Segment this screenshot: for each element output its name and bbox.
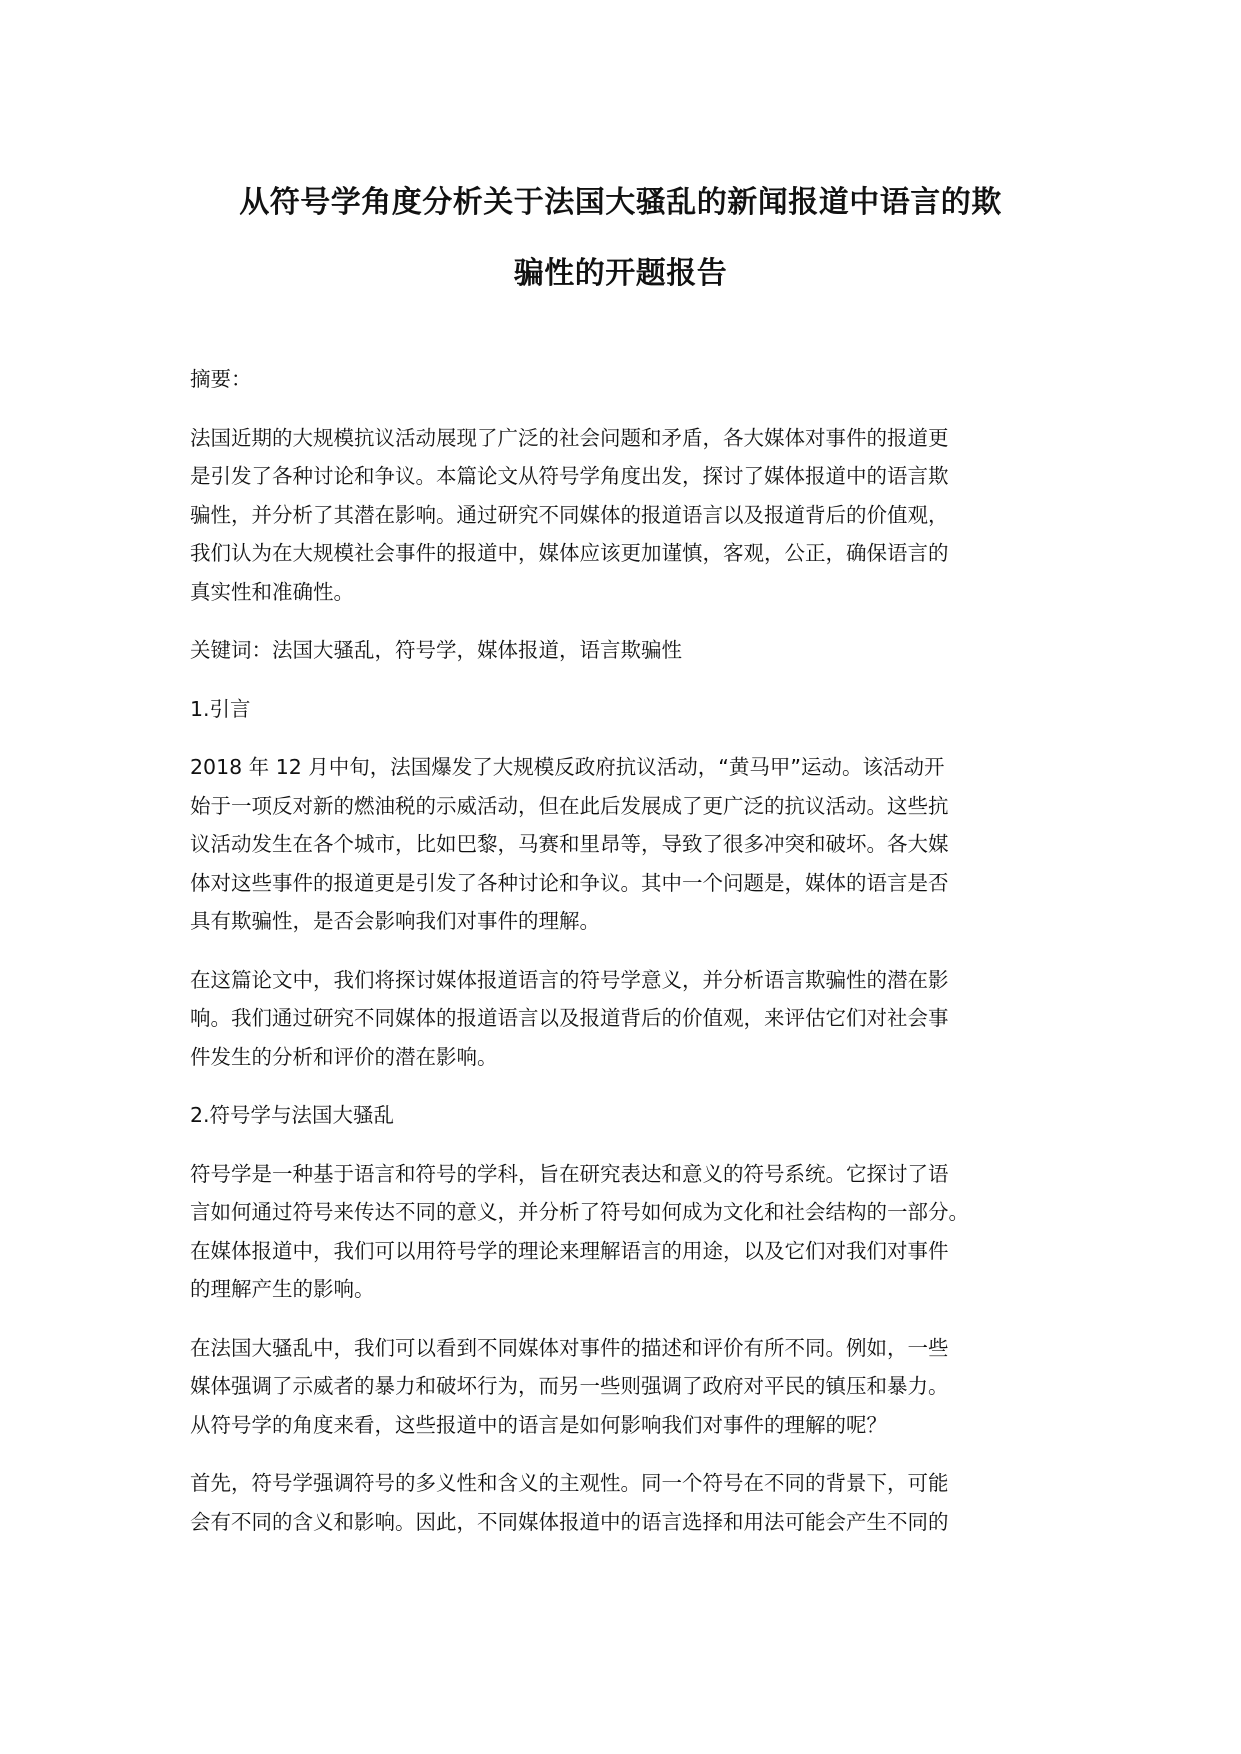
paragraph-line: 从符号学的角度来看，这些报道中的语言是如何影响我们对事件的理解的呢？ [190,1412,887,1437]
paragraph-line: 骗性，并分析了其潜在影响。通过研究不同媒体的报道语言以及报道背后的价值观， [190,502,949,527]
paragraph [190,419,1050,612]
paragraph-line: 响。我们通过研究不同媒体的报道语言以及报道背后的价值观，来评估它们对社会事 [190,1006,949,1030]
paragraph-line: 符号学是一种基于语言和符号的学科，旨在研究表达和意义的符号系统。它探讨了语 [190,1161,949,1186]
paragraph-line: 件发生的分析和评价的潜在影响。 [190,1044,498,1069]
document-body [190,360,1050,1561]
paragraph-line: 的理解产生的影响。 [190,1277,375,1301]
paragraph [190,631,1050,670]
paragraph-line: 首先，符号学强调符号的多义性和含义的主观性。同一个符号在不同的背景下，可能 [190,1471,949,1495]
paragraph-line: 议活动发生在各个城市，比如巴黎，马赛和里昂等，导致了很多冲突和破坏。各大媒 [190,832,949,856]
paragraph-line: 会有不同的含义和影响。因此，不同媒体报道中的语言选择和用法可能会产生不同的 [190,1509,949,1534]
paragraph-line: 言如何通过符号来传达不同的意义，并分析了符号如何成为文化和社会结构的一部分。 [190,1200,969,1224]
paragraph-line: 2018 年 12 月中旬，法国爆发了大规模反政府抗议活动，“黄马甲”运动。该活动开 [190,755,945,779]
paragraph [190,748,1050,941]
paragraph-line: 法国近期的大规模抗议活动展现了广泛的社会问题和矛盾，各大媒体对事件的报道更 [190,425,949,450]
paragraph-line: 关键词：法国大骚乱，符号学，媒体报道，语言欺骗性 [190,638,682,662]
paragraph-line: 体对这些事件的报道更是引发了各种讨论和争议。其中一个问题是，媒体的语言是否 [190,870,949,895]
paragraph-line: 在媒体报道中，我们可以用符号学的理论来理解语言的用途，以及它们对我们对事件 [190,1238,949,1263]
paragraph [190,690,1050,729]
paragraph-line: 2.符号学与法国大骚乱 [190,1103,395,1127]
paragraph [190,961,1050,1077]
paragraph-line: 在法国大骚乱中，我们可以看到不同媒体对事件的描述和评价有所不同。例如，一些 [190,1335,949,1360]
paragraph-line: 在这篇论文中，我们将探讨媒体报道语言的符号学意义，并分析语言欺骗性的潜在影 [190,967,949,992]
paragraph [190,1155,1050,1309]
paragraph-line: 具有欺骗性，是否会影响我们对事件的理解。 [190,909,600,933]
paragraph-line: 是引发了各种讨论和争议。本篇论文从符号学角度出发，探讨了媒体报道中的语言欺 [190,464,949,488]
document-title-line-2: 骗性的开题报告 [513,256,728,291]
document-title-line-1: 从符号学角度分析关于法国大骚乱的新闻报道中语言的欺 [239,185,1002,220]
paragraph-line: 真实性和准确性。 [190,579,354,604]
paragraph-line: 摘要： [190,367,252,391]
paragraph-line: 媒体强调了示威者的暴力和破坏行为，而另一些则强调了政府对平民的镇压和暴力。 [190,1374,949,1398]
paragraph [190,1329,1050,1445]
paragraph-line: 始于一项反对新的燃油税的示威活动，但在此后发展成了更广泛的抗议活动。这些抗 [190,793,949,818]
paragraph [190,360,1050,399]
paragraph [190,1464,1050,1541]
paragraph-line: 我们认为在大规模社会事件的报道中，媒体应该更加谨慎，客观，公正，确保语言的 [190,541,949,565]
paragraph [190,1096,1050,1135]
paragraph-line: 1.引言 [190,696,251,721]
